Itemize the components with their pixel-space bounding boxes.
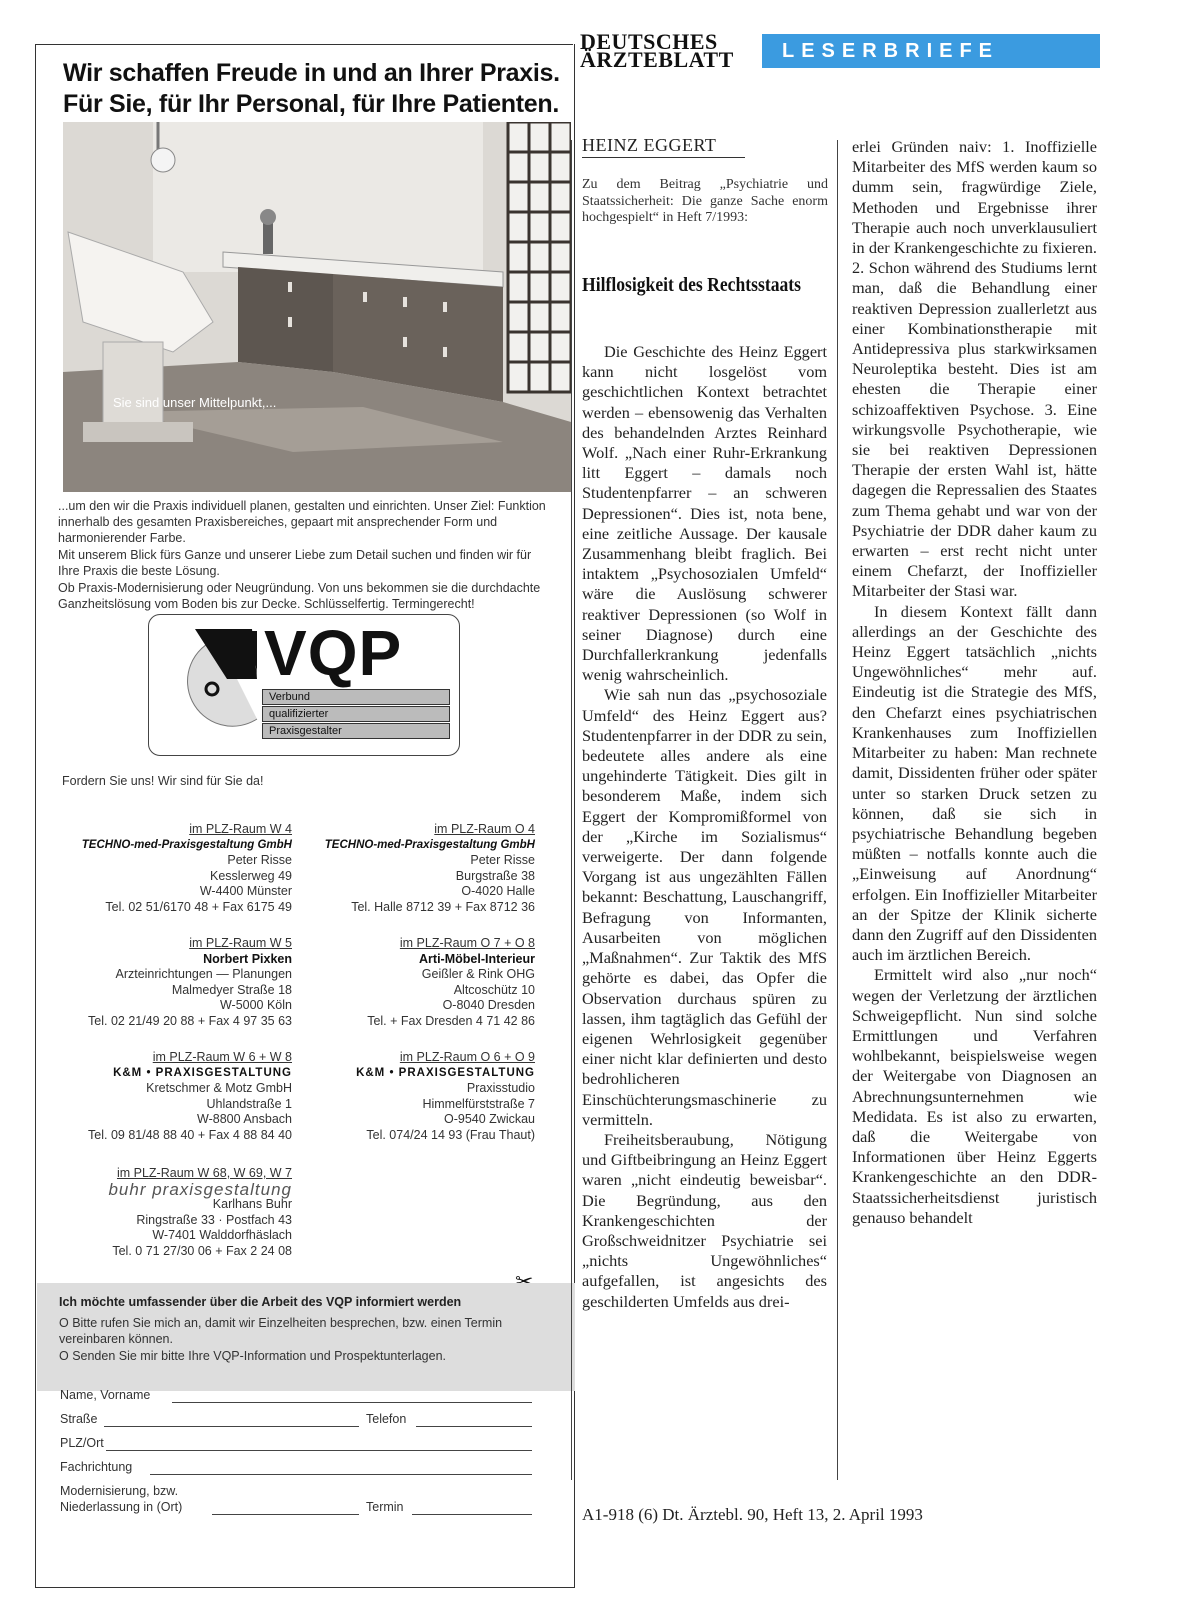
- letter-author: HEINZ EGGERT: [582, 135, 717, 155]
- form-label-date: Termin: [366, 1500, 404, 1514]
- form-field-name[interactable]: [172, 1402, 532, 1403]
- dealer-line: Burgstraße 38: [455, 868, 535, 883]
- dealer-line: Karlhans Buhr: [212, 1197, 292, 1211]
- dealer-line: Ringstraße 33 · Postfach 43: [136, 1212, 292, 1227]
- form-label-modernization: Modernisierung, bzw.: [60, 1484, 179, 1498]
- dealer-line: Tel. Halle 8712 39 + Fax 8712 36: [351, 899, 535, 914]
- dealer-block: [47, 822, 292, 915]
- text-column-2: [852, 137, 1097, 1228]
- ad-top-rule: [35, 44, 573, 45]
- text-column-1: [582, 342, 827, 1312]
- logo-line-3: Praxisgestalter: [262, 723, 450, 739]
- coupon-option-call[interactable]: O Bitte rufen Sie mich an, damit wir Einzelheiten besprechen, bzw. einen Termin vereinbaren können.: [59, 1316, 503, 1346]
- masthead-line1: DEUTSCHES: [580, 29, 718, 54]
- dealer-company: K&M • PRAXISGESTALTUNG: [356, 1066, 535, 1079]
- dealer-company: TECHNO-med-Praxisgestaltung GmbH: [81, 838, 292, 851]
- dealer-line: Tel. 02 21/49 20 88 + Fax 4 97 35 63: [88, 1013, 292, 1028]
- paragraph: In diesem Kontext fällt dann allerdings an der Geschichte des Heinz Eggert tatsächlich „nichts Ungewöhnliches“ mehr auf. Eindeutig ist die Strategie des MfS, den Chefarzt eines psychiatrischen Krankenhauses zum Inoffiziellen Mitarbeiter zu haben: Man rechnete damit, Dissidenten früher oder später unter so starken Druck setzen zu können, daß sie sich in psychiatrische Behandlung begeben müßten – notfalls konnte auch die „Einweisung auf Anordnung“ erfolgen. Ein Inoffizieller Mitarbeiter an der Spitze der Klinik sicherte dann den Zugriff auf den Dissidenten auch im ärztlichen Bereich.: [852, 601, 1097, 965]
- dealer-company: Arti-Möbel-Interieur: [419, 951, 535, 966]
- dealer-region: im PLZ-Raum W 4: [189, 822, 292, 836]
- journal-masthead: [580, 29, 734, 72]
- coupon-box: [37, 1283, 575, 1391]
- dealer-region: im PLZ-Raum O 7 + O 8: [399, 936, 535, 950]
- paragraph: Die Geschichte des Heinz Eggert kann nicht losgelöst vom geschichtlichen Kontext betrachtet werden – ebensowenig das Verhalten des behandelnden Arztes Reinhard Wolf. „Nach einer Ruhr-Erkrankung litt Eggert – damals noch Studentenpfarrer – an schweren Depressionen“. Dies ist, nota bene, eine zeitliche Aussage. Der kausale Zusammenhang bleibt fraglich. Bei intaktem „Psychosozialen Umfeld“ wäre die Auslösung schwerer reaktiver Depressionen (so Wolf in seiner Diagnose) durch eine Durchfallerkrankung jedenfalls wenig wahrscheinlich.: [582, 342, 827, 685]
- ad-call-to-action: Fordern Sie uns! Wir sind für Sie da!: [62, 774, 264, 788]
- dealer-line: Peter Risse: [470, 853, 535, 867]
- ad-paragraph-2: Mit unserem Blick fürs Ganze und unserer Liebe zum Detail suchen und finden wir für Ihre Praxis die beste Lösung.: [58, 548, 532, 578]
- dealer-line: Tel. + Fax Dresden 4 71 42 86: [367, 1013, 535, 1028]
- dealer-line: Malmedyer Straße 18: [171, 982, 292, 997]
- dealer-line: W-7401 Walddorfhäslach: [152, 1228, 292, 1242]
- dealer-line: W-8800 Ansbach: [197, 1112, 292, 1126]
- dealer-company: Norbert Pixken: [203, 951, 292, 966]
- dealer-block: [290, 822, 535, 915]
- letter-headline: Hilflosigkeit des Rechtsstaats: [582, 274, 802, 296]
- dealer-line: W-4400 Münster: [199, 884, 292, 898]
- photo-caption: Sie sind unser Mittelpunkt,...: [113, 395, 277, 410]
- form-label-name: Name, Vorname: [60, 1388, 151, 1402]
- dealer-line: Tel. 02 51/6170 48 + Fax 6175 49: [105, 899, 292, 914]
- dealer-line: O-4020 Halle: [461, 884, 535, 898]
- dealer-company: buhr praxisgestaltung: [108, 1179, 292, 1199]
- dealer-line: Geißler & Rink OHG: [421, 967, 535, 981]
- dealer-line: Praxisstudio: [466, 1081, 535, 1095]
- paragraph: erlei Gründen naiv: 1. Inoffizielle Mitarbeiter des MfS werden kaum so dumm sein, fragwürdige Ziele, Methoden und Ergebnisse ihrer Therapie auch noch unverklausuliert in der Krankengeschichte zu fixieren. 2. Schon während des Studiums lernt man, daß die Behandlung einer reaktiven Depression zuallerletzt aus einer Kombinationstherapie mit Antidepressiva plus starkwirksamen Neuroleptika besteht. Dies ist am ehesten die Therapie einer schizoaffektiven Psychose. 3. Eine wirkungsvolle Psychotherapie, wie sie bei reaktiven Depressionen Therapie der ersten Wahl ist, hätte dagegen die Repressalien des Staates zum Thema gehabt und war von der Psychiatrie der DDR daher kaum zu erwarten – erst recht nicht unter einem Chefarzt, der Inoffizieller Mitarbeiter der Stasi war.: [852, 137, 1097, 601]
- dealer-line: W-5000 Köln: [219, 998, 292, 1012]
- dealer-line: Arzteinrichtungen — Planungen: [115, 967, 292, 981]
- form-field-street[interactable]: [104, 1426, 359, 1427]
- logo-line-2: qualifizierter: [262, 706, 450, 722]
- dealer-line: Tel. 0 71 27/30 06 + Fax 2 24 08: [112, 1243, 292, 1258]
- form-label-specialty: Fachrichtung: [60, 1460, 133, 1474]
- dealer-line: Tel. 074/24 14 93 (Frau Thaut): [366, 1127, 535, 1142]
- form-label-city: PLZ/Ort: [60, 1436, 104, 1450]
- dealer-line: Kesslerweg 49: [210, 868, 292, 883]
- dealer-line: Himmelfürststraße 7: [422, 1096, 535, 1111]
- dealer-line: Peter Risse: [227, 853, 292, 867]
- coupon-option-info[interactable]: O Senden Sie mir bitte Ihre VQP-Information und Prospektunterlagen.: [59, 1349, 447, 1363]
- dealer-block: [47, 936, 292, 1029]
- column-rule: [837, 140, 838, 1480]
- vqp-emblem-icon: [157, 619, 277, 749]
- dealer-region: im PLZ-Raum W 5: [189, 936, 292, 950]
- dealer-block: [47, 1050, 292, 1143]
- dealer-region: im PLZ-Raum O 6 + O 9: [399, 1050, 535, 1064]
- masthead-line2: ÄRZTEBLATT: [580, 47, 734, 72]
- page-footer: A1-918 (6) Dt. Ärztebl. 90, Heft 13, 2. April 1993: [582, 1505, 923, 1524]
- form-label-location: Niederlassung in (Ort): [60, 1500, 183, 1514]
- dealer-line: Kretschmer & Motz GmbH: [146, 1081, 292, 1095]
- dealer-region: im PLZ-Raum O 4: [434, 822, 535, 836]
- paragraph: Ermittelt wird also „nur noch“ wegen der Verletzung der ärztlichen Schweigepflicht. Nun sind solche Ermittlungen und Verfahren wohlbekannt, beispielsweise wegen der Weitergabe von Diagnosen an Abrechnungsunternehmen wie Medidata. Es ist also zu erwarten, daß die Weitergabe von Informationen über Heinz Eggerts Krankengeschichte an den DDR-Staatssicherheitsdienst juristisch genauso behandelt: [852, 965, 1097, 1227]
- paragraph: Freiheitsberaubung, Nötigung und Giftbeibringung an Heinz Eggert waren „nicht eindeutig beweisbar“. Die Begründung, aus den Krankengeschichten der Großschweidnitzer Psychiatrie sei „nichts Ungewöhnliches“ aufgefallen, ist angesichts des geschilderten Umfelds aus drei-: [582, 1129, 827, 1311]
- ad-headline-line2: Für Sie, für Ihr Personal, für Ihre Patienten.: [63, 90, 560, 118]
- form-label-phone: Telefon: [366, 1412, 407, 1426]
- practice-photo: [63, 122, 571, 492]
- dealer-line: Tel. 09 81/48 88 40 + Fax 4 88 84 40: [88, 1127, 292, 1142]
- form-field-phone[interactable]: [416, 1426, 532, 1427]
- letter-reference: Zu dem Beitrag „Psychiatrie und Staatssicherheit: Die ganze Sache enorm hochgespielt“ in Heft 7/1993:: [582, 177, 828, 225]
- section-rubric: LESERBRIEFE: [762, 34, 1100, 68]
- form-field-specialty[interactable]: [150, 1474, 532, 1475]
- vqp-logo-text: VQP: [264, 617, 403, 689]
- vqp-logo: [148, 614, 460, 756]
- paragraph: Wie sah nun das „psychosoziale Umfeld“ des Heinz Eggert aus? Studentenpfarrer in der DDR zu sein, bedeutete alles andere als eine ungehinderte Tätigkeit. Dies gilt in besonderem Maße, indem sich Eggert der Kompromißformel von der „Kirche im Sozialismus“ verweigerte. Der dann folgende Vorgang ist aus ungezählten Fällen bekannt: Beschattung, Lauschangriff, Befragung von Informanten, Ausarbeiten von möglichen „Maßnahmen“. Zur Taktik des MfS gehörte es dabei, das Opfer die Observation durchaus spüren zu lassen, ihm tagtäglich das Gefühl der eigenen Wehrlosigkeit gegenüber einer nicht klar definierten und desto bedrohlicheren Einschüchterungsmaschinerie zu vermitteln.: [582, 685, 827, 1129]
- dealer-block: [290, 936, 535, 1029]
- dealer-line: Altcoschütz 10: [453, 982, 535, 997]
- ad-paragraph-1: ...um den wir die Praxis individuell planen, gestalten und einrichten. Unser Ziel: Funktion innerhalb des gesamten Praxisbereiches, gepaart mit ansprechender Form und harmonierender Farbe.: [58, 499, 546, 545]
- dealer-region: im PLZ-Raum W 6 + W 8: [152, 1050, 292, 1064]
- dealer-block: [290, 1050, 535, 1143]
- ad-paragraph-3: Ob Praxis-Modernisierung oder Neugründung. Von uns bekommen sie die durchdachte Ganzheitslösung vom Boden bis zur Decke. Schlüsselfertig. Termingerecht!: [58, 581, 541, 611]
- dealer-region: im PLZ-Raum W 68, W 69, W 7: [116, 1166, 292, 1180]
- dealer-line: Uhlandstraße 1: [206, 1096, 292, 1111]
- form-field-date[interactable]: [412, 1514, 532, 1515]
- column-rule: [571, 140, 572, 1480]
- ad-headline: [63, 58, 560, 120]
- ad-headline-line1: Wir schaffen Freude in und an Ihrer Praxis.: [63, 59, 560, 87]
- dealer-line: O-8040 Dresden: [442, 998, 535, 1012]
- form-label-street: Straße: [60, 1412, 98, 1426]
- dealer-line: O-9540 Zwickau: [443, 1112, 535, 1126]
- practice-interior-illustration: [63, 122, 571, 492]
- coupon-title: Ich möchte umfassender über die Arbeit des VQP informiert werden: [59, 1295, 462, 1309]
- form-field-location[interactable]: [212, 1514, 359, 1515]
- author-underline: [582, 157, 745, 158]
- dealer-company: K&M • PRAXISGESTALTUNG: [113, 1066, 292, 1079]
- dealer-block: [47, 1166, 292, 1259]
- dealer-company: TECHNO-med-Praxisgestaltung GmbH: [324, 838, 535, 851]
- form-field-city[interactable]: [106, 1450, 532, 1451]
- logo-line-1: Verbund: [262, 689, 450, 705]
